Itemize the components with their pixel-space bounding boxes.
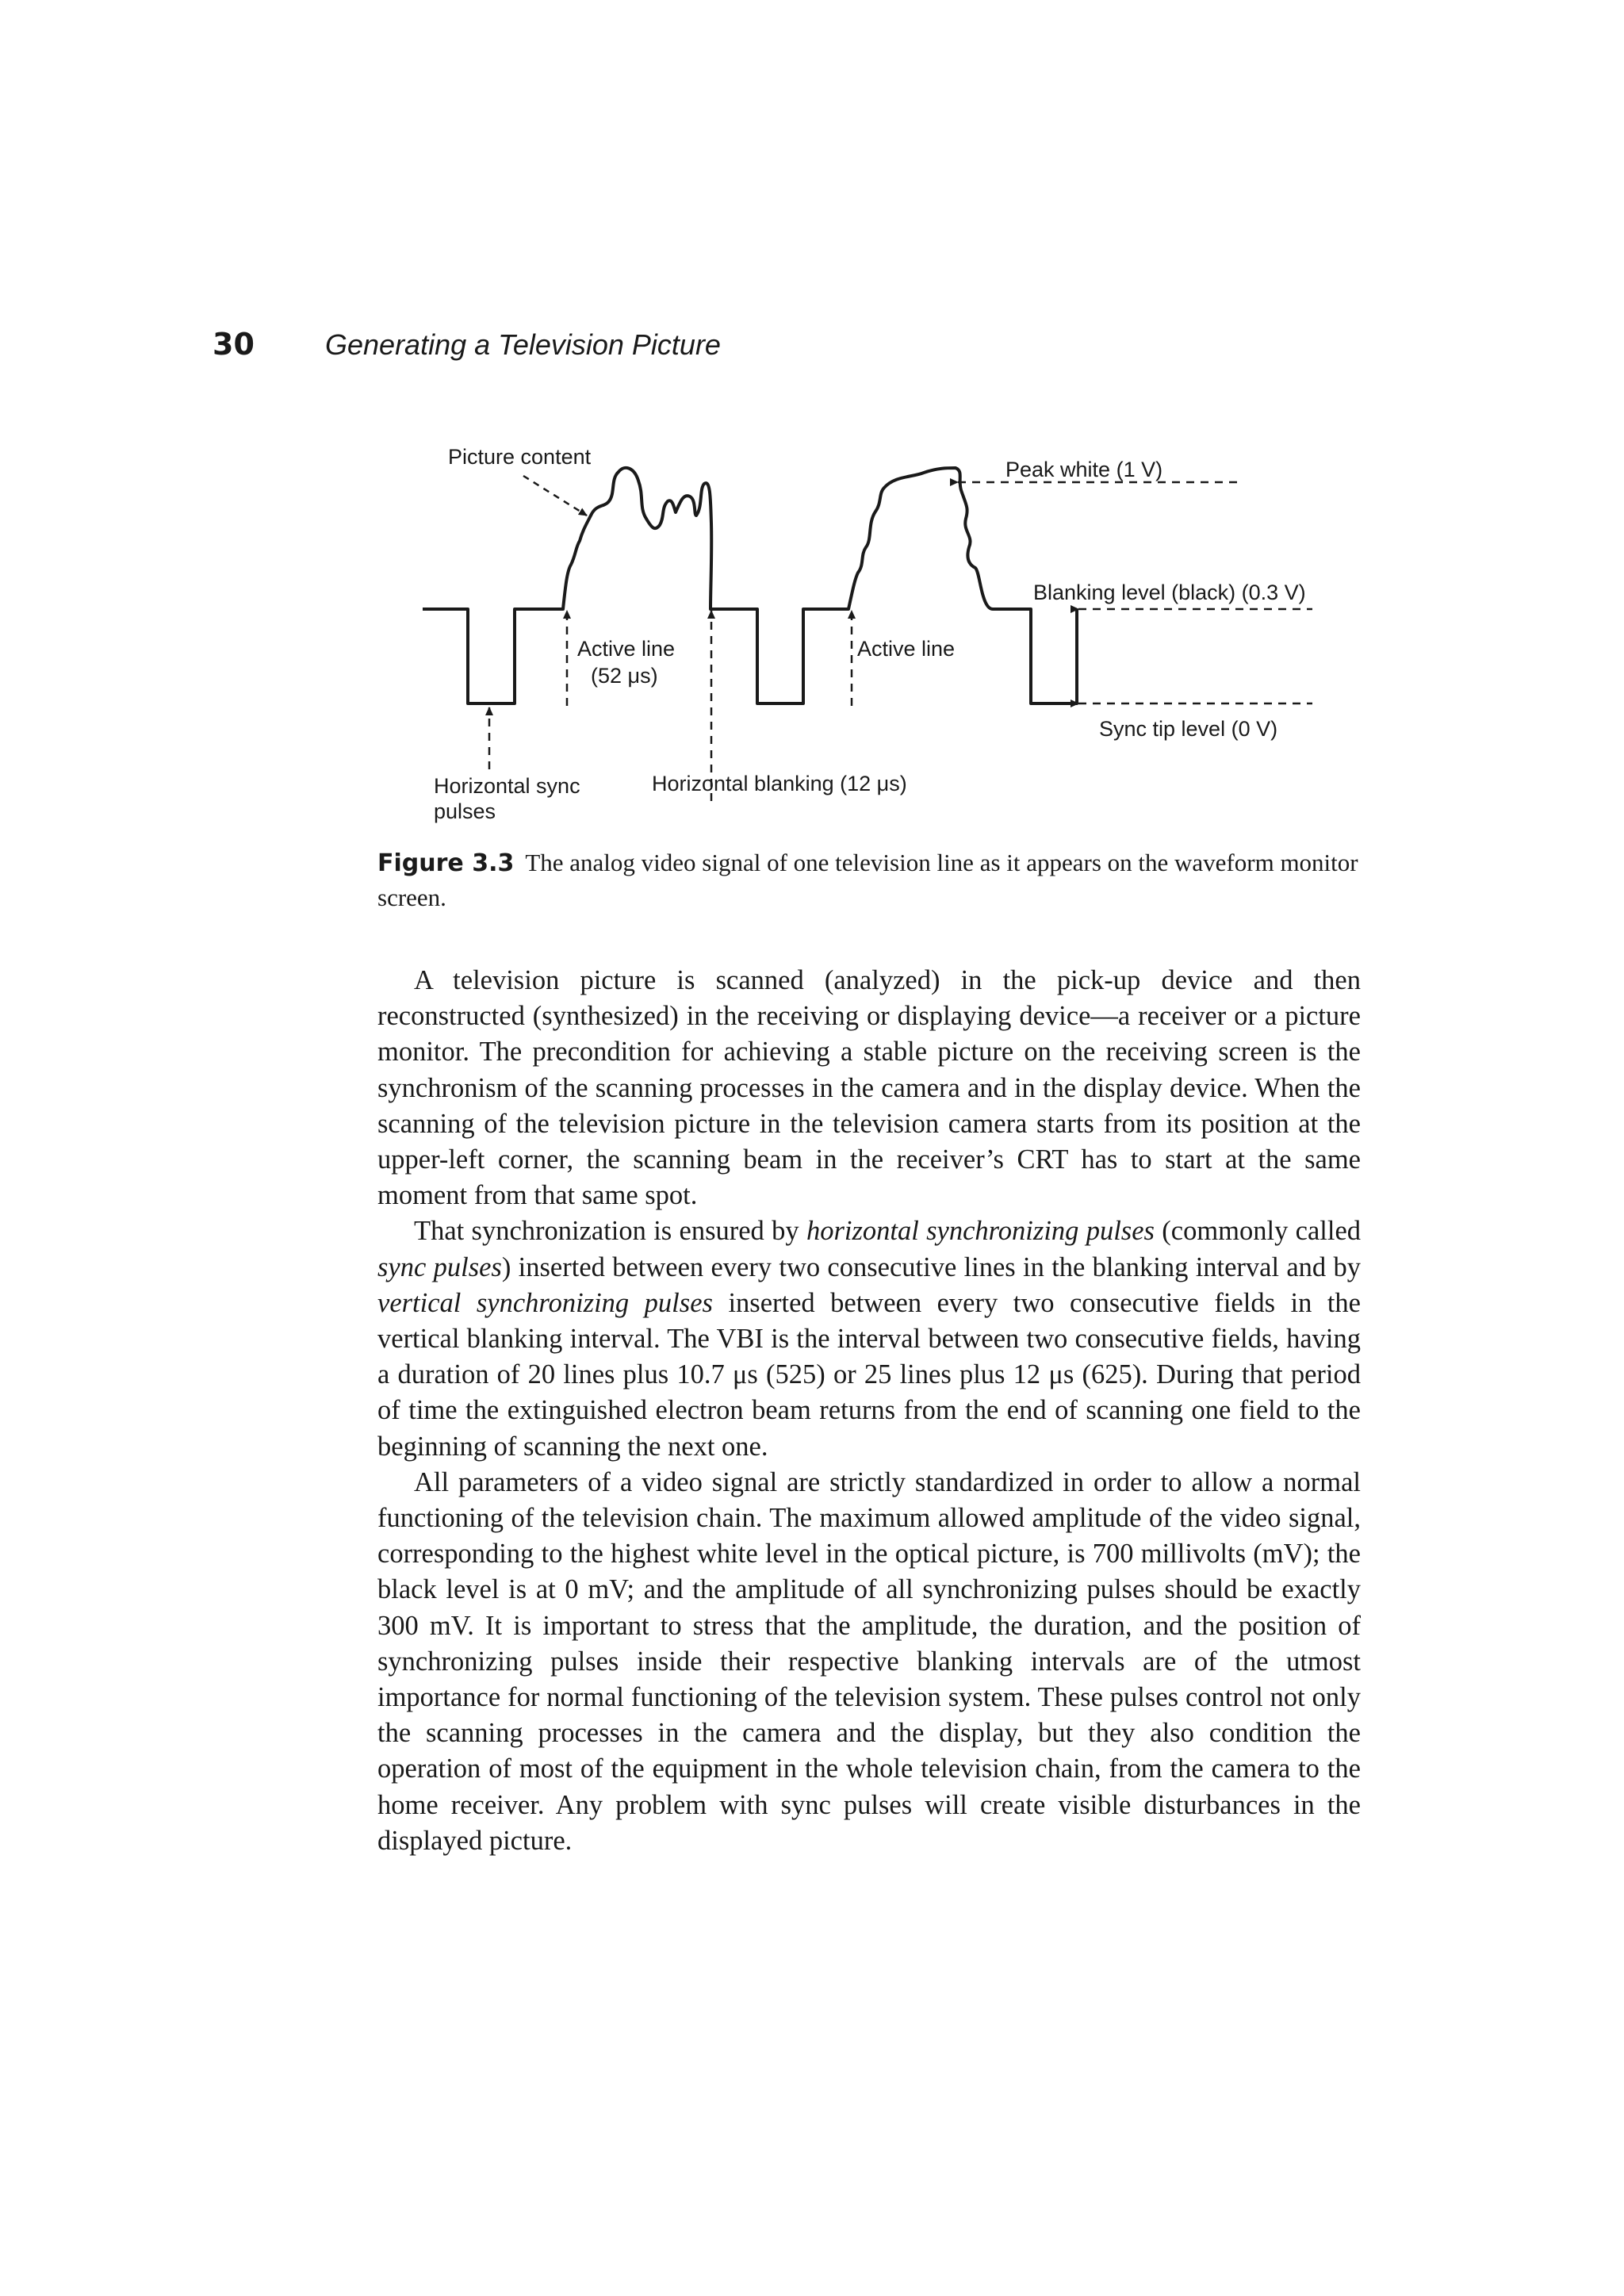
video-waveform — [423, 468, 1077, 703]
paragraph: That synchronization is ensured by horizontal synchronizing pulses (commonly called sync pulses) inserted between every two consecutive lines in the blanking interval and by vertical synchronizing pulses inserted between every two consecutive fields in the vertical blanking interval. The VBI is the interval between two consecutive fields, having a duration of 20 lines plus 10.7 μs (525) or 25 lines plus 12 μs (625). During that period of time the extinguished electron beam returns from the end of scanning one field to the beginning of scanning the next one. — [377, 1216, 1362, 1462]
label-peak-white: Peak white (1 V) — [1005, 458, 1163, 481]
figure-caption-text: The analog video signal of one television line as it appears on the waveform monitor screen. — [377, 849, 1358, 911]
figure-video-signal — [0, 0, 1624, 872]
label-horizontal-sync-pulses: pulses — [434, 799, 496, 823]
label-active-line-2: Active line — [857, 637, 956, 661]
paragraph: A television picture is scanned (analyzed) in the pick-up device and then reconstructed (synthesized) in the receiving or displaying device—a receiver or a picture monitor. The precondition for achieving a stable picture on the receiving screen is the synchronism of the scanning processes in the camera and in the display device. When the scanning of the television picture in the television camera starts from its position at the upper-left corner, the scanning beam in the receiver’s CRT has to start at the same moment from that same spot. — [377, 965, 1361, 1211]
label-sync-tip: Sync tip level (0 V) — [1099, 717, 1278, 741]
figure-caption-label: Figure 3.3 — [377, 849, 515, 877]
waveform-diagram — [0, 0, 1624, 872]
picture-content-arrow — [523, 476, 587, 516]
label-active-line-duration: (52 μs) — [591, 664, 658, 688]
running-title: Generating a Television Picture — [325, 328, 721, 361]
label-active-line-1: Active line — [577, 637, 676, 661]
paragraph: All parameters of a video signal are strictly standardized in order to allow a normal functioning of the television chain. The maximum allowed amplitude of the video signal, corresponding to the highest white level in the optical picture, is 700 millivolts (mV); the black level is at 0 mV; and the amplitude of all synchronizing pulses should be exactly 300 mV. It is important to stress that the amplitude, the duration, and the position of synchronizing pulses inside their respective blanking intervals are of the utmost importance for normal functioning of the television system. These pulses control not only the scanning processes in the camera and the display, but they also condition the operation of most of the equipment in the whole television chain, from the camera to the home receiver. Any problem with sync pulses will create visible disturbances in the displayed picture. — [377, 1466, 1361, 1856]
page-number: 30 — [213, 327, 255, 362]
body-text — [377, 963, 1361, 1859]
label-blanking-level: Blanking level (black) (0.3 V) — [1033, 581, 1306, 604]
figure-caption — [377, 845, 1361, 914]
label-horizontal-blanking: Horizontal blanking (12 μs) — [652, 772, 907, 795]
label-horizontal-sync: Horizontal sync — [434, 774, 580, 798]
label-picture-content: Picture content — [448, 445, 592, 469]
